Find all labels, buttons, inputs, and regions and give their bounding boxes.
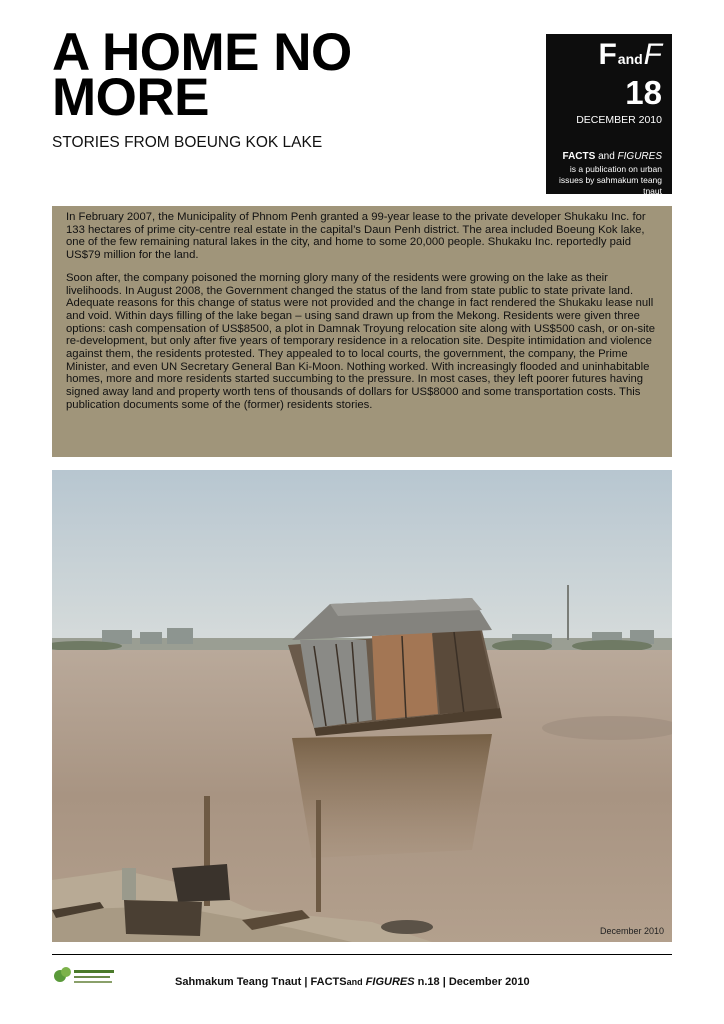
footer-org: Sahmakum Teang Tnaut	[175, 976, 302, 988]
page-subtitle: STORIES FROM BOEUNG KOK LAKE	[52, 134, 323, 151]
issue-badge	[546, 34, 672, 194]
footer-and: and	[346, 977, 363, 987]
sahmakum-logo-icon	[52, 962, 118, 990]
org-logo	[52, 962, 118, 990]
series-name	[563, 151, 662, 162]
footer-figures: FIGURES	[365, 976, 415, 988]
series-figures: FIGURES	[617, 151, 662, 162]
series-and: and	[598, 151, 615, 162]
footer-divider	[52, 954, 672, 955]
fandf-logo	[598, 40, 662, 70]
flooded-house-image	[52, 470, 672, 942]
logo-f1: F	[598, 38, 617, 71]
photo-caption: December 2010	[599, 926, 664, 936]
intro-paragraph: Soon after, the company poisoned the morning glory many of the residents were growing on the lake as their livelihoods. In August 2008, the Government changed the status of the land from state public to state private land. Adequate reasons for this change of status were not provided and the change in fact rendered the Shukaku lease null and void. Within days filling of the lake began – using sand drawn up from the Mekong. Residents were given three options: cash compensation of US$8500, a plot in Damnak Troyung relocation site along with US$500 cash, or on-site re-development, but only after five years of temporary residence in a relocation site. Despite intimidation and violence against them, the residents protested. They appealed to to local courts, the government, the company, the Prime Minister, and even UN Secretary General Ban Ki-Moon. Nothing worked. With increasingly flooded and uninhabitable homes, more and more residents started succumbing to the pressure. In most cases, they left poorer futures having signed away land and property worth tens of thousands of dollars for US$8000 and some transportation costs. This publication documents some of the (former) residents stories.	[66, 271, 656, 411]
footer-separator: |	[442, 976, 446, 988]
logo-and: and	[617, 51, 643, 67]
issue-date: DECEMBER 2010	[576, 114, 662, 126]
series-description: is a publication on urban issues by sahmakum teang tnaut	[559, 164, 662, 196]
footer-facts: FACTS	[310, 976, 347, 988]
footer-separator: |	[304, 976, 308, 988]
logo-f2: F	[643, 38, 662, 71]
series-facts: FACTS	[562, 151, 596, 162]
page-footer	[175, 976, 530, 988]
footer-date: December 2010	[448, 976, 530, 988]
intro-box	[52, 206, 672, 457]
lake-photo	[52, 470, 672, 942]
intro-paragraph: In February 2007, the Municipality of Phnom Penh granted a 99-year lease to the private developer Shukaku Inc. for 133 hectares of prime city-centre real estate in the capital’s Daun Penh district. The area included Boeung Kok lake, one of the few remaining natural lakes in the city, and home to some 20,000 people. Shukaku Inc. reportedly paid US$79 million for the land.	[66, 211, 646, 262]
footer-issue: n.18	[417, 976, 440, 988]
page-title: A HOME NO MORE	[52, 23, 352, 127]
issue-number: 18	[625, 74, 662, 111]
